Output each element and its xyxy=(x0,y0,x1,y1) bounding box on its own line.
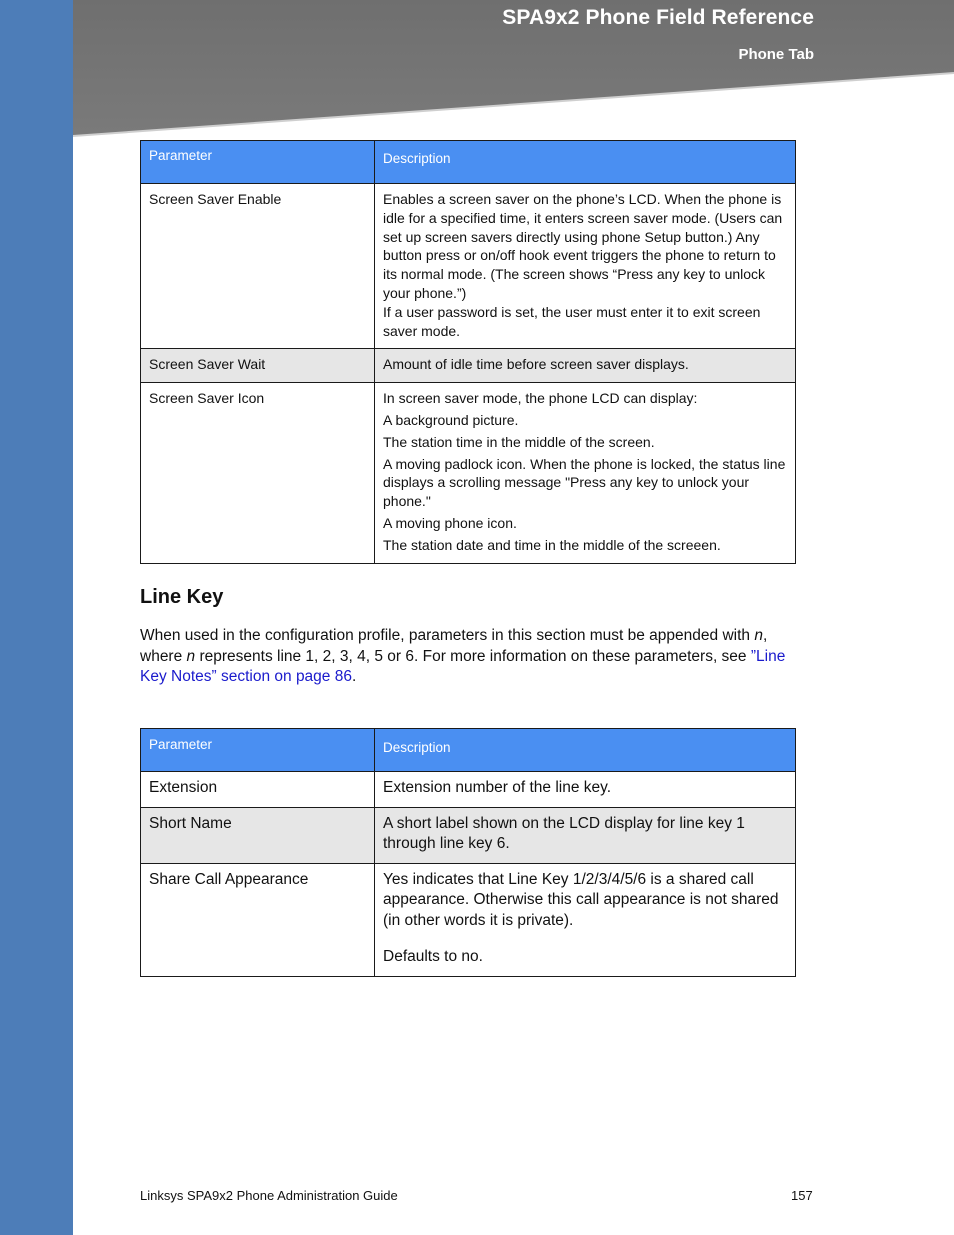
description-text: If a user password is set, the user must enter it to exit screen saver mode. xyxy=(383,303,761,339)
running-header-subtitle: Phone Tab xyxy=(738,46,814,63)
column-header-parameter: Parameter xyxy=(141,729,375,772)
param-cell: Screen Saver Wait xyxy=(141,349,375,383)
intro-variable: n xyxy=(754,627,763,644)
description-cell xyxy=(375,772,796,808)
line-key-parameter-table xyxy=(140,728,796,977)
cross-reference-link[interactable]: ”Line Key Notes” section on page 86 xyxy=(140,647,786,685)
column-header-parameter: Parameter xyxy=(141,141,375,184)
screen-saver-parameter-table xyxy=(140,140,796,564)
table-row xyxy=(141,807,796,863)
param-cell: Share Call Appearance xyxy=(141,863,375,976)
description-text: Enables a screen saver on the phone’s LCD. When the phone is idle for a specified time, it enters screen saver mode. (Users can set up screen savers directly using phone Setup button.) Any button press or on/off hook event triggers the phone to return to its normal mode. (The screen shows “Press any key to unlock your phone.”) xyxy=(383,191,783,301)
intro-text: . xyxy=(351,668,357,685)
section-intro-paragraph xyxy=(140,626,800,688)
description-text: A background picture. xyxy=(383,411,519,428)
left-accent-bar xyxy=(0,0,73,1235)
description-text: Yes indicates that Line Key 1/2/3/4/5/6 is a shared call appearance. Otherwise this call appearance is not shared (in other words it is private). xyxy=(383,870,779,929)
table-row xyxy=(141,383,796,563)
description-text: A moving padlock icon. When the phone is locked, the status line displays a scrolling message "Press any key to unlock your phone." xyxy=(383,455,786,510)
description-cell xyxy=(375,184,796,349)
table-row xyxy=(141,349,796,383)
column-header-description: Description xyxy=(375,141,796,184)
section-heading: Line Key xyxy=(140,586,224,608)
param-cell: Short Name xyxy=(141,807,375,863)
column-header-description: Description xyxy=(375,729,796,772)
running-header-title: SPA9x2 Phone Field Reference xyxy=(502,6,814,29)
footer-guide-title: Linksys SPA9x2 Phone Administration Guide xyxy=(140,1188,398,1203)
param-cell: Extension xyxy=(141,772,375,808)
description-cell xyxy=(375,807,796,863)
description-text: The station time in the middle of the screen. xyxy=(383,433,655,450)
footer-page-number: 157 xyxy=(791,1188,813,1203)
description-text: Defaults to no. xyxy=(383,948,483,965)
description-text: In screen saver mode, the phone LCD can display: xyxy=(383,390,698,407)
table-row xyxy=(141,863,796,976)
table-header-row xyxy=(141,729,796,772)
description-cell xyxy=(375,863,796,976)
description-text: A short label shown on the LCD display for line key 1 through line key 6. xyxy=(383,814,745,852)
table-header-row xyxy=(141,141,796,184)
intro-text: represents line 1, 2, 3, 4, 5 or 6. For more information on these parameters, see xyxy=(195,647,751,665)
param-cell: Screen Saver Enable xyxy=(141,184,375,349)
intro-variable: n xyxy=(186,647,196,665)
description-cell xyxy=(375,349,796,383)
description-text: Amount of idle time before screen saver displays. xyxy=(383,356,689,373)
description-cell xyxy=(375,383,796,563)
description-text: A moving phone icon. xyxy=(383,514,517,531)
description-text: The station date and time in the middle of the screeen. xyxy=(383,536,721,553)
table-row xyxy=(141,184,796,349)
table-row xyxy=(141,772,796,808)
param-cell: Screen Saver Icon xyxy=(141,383,375,563)
intro-text: When used in the configuration profile, parameters in this section must be appended with xyxy=(140,627,755,644)
description-text: Extension number of the line key. xyxy=(383,779,612,796)
intro-text: , where xyxy=(140,627,768,665)
